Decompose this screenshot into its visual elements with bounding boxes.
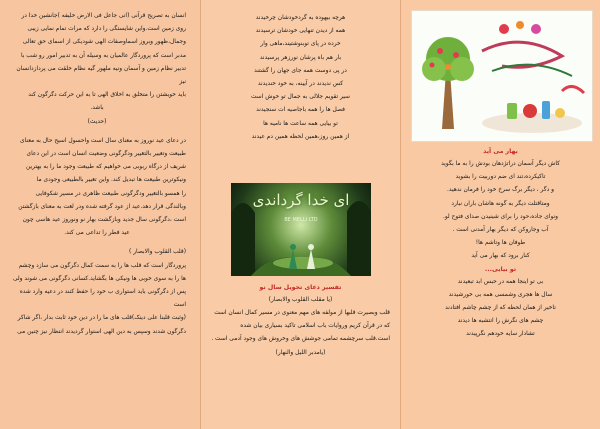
- left-paragraph-3: ها را به سوی خوبی ها ونیکی ها بگشاید.کسانی دگرگونی می شوند ولی: [12, 275, 186, 282]
- spring-poem-line: طوفان ها وتاشم ها!: [475, 240, 526, 247]
- middle-column: [201, 0, 400, 429]
- come-heading: تو بیایی...: [484, 265, 517, 273]
- left-paragraph: باشد.: [90, 105, 104, 112]
- poem-line: فصل ها را همه باجاصیه ات سنجیدند: [256, 107, 345, 114]
- come-poem-line: تاخیر از همان لحظه که از چشم چاشم افتادند: [445, 305, 556, 312]
- poem-line: همه از دیدن تنهایی خودشان ترسیدند: [255, 28, 346, 35]
- left-paragraph-2: عید فطر را تداعی می کند.: [64, 230, 130, 237]
- spring-poem-line: تاکیکرده،تند ای ضم دوربیت را بشوید: [455, 174, 546, 181]
- left-column: [0, 0, 200, 429]
- right-text-block: [409, 146, 592, 342]
- spring-poem-line: آب وجاروکن که دیگر بهار آمدنی است .: [452, 227, 549, 234]
- spring-poem-line: و دگر ، دیگر برگ سرخ خود را فرمان ندهید.: [447, 187, 554, 194]
- right-column: [401, 0, 600, 429]
- left-paragraph-3: (وثبت قلبنا علی دینک)قلب های ما را در دین خود ثابت بدار ،اگر شاکر: [17, 315, 186, 322]
- poem-line: سیر تقویم جلالی به جمال تو خوش است: [251, 94, 350, 101]
- forest-title: ای خدا گرداندی: [252, 191, 350, 209]
- left-paragraph-3: دگرگون شدند وسپس به دین الهی استوار گردیدند انتظار نیز چنین می: [17, 328, 186, 335]
- left-paragraph-2: ونیکوترین طبیعت ها تبدیل کند. واین تغییر بالطبیعی وجودی ما: [36, 177, 186, 184]
- poem-line: بار هم باه پرشان نورزهر پرسیدند: [259, 54, 342, 61]
- section-heading: تفسیر دعای تحویل سال نو: [259, 284, 342, 291]
- left-paragraph-2: شریف از درگاه ربوبی می خواهیم که طبیعت وجود ما را به بهترین: [25, 164, 186, 171]
- quote-title: (قلب القلوب والابصار ): [129, 249, 186, 256]
- poem-line: در پی دوست همه جای جهان را گشتند: [254, 67, 347, 74]
- section-paragraph: قلب وبصیرت قلبها از مولفه های مهم معنوی در مسیر کمال انسان است: [214, 310, 390, 316]
- left-paragraph-2: وبالندگی قرار دهد.عید از عود گرفته شده ودر لغت به معنای بازگشتن: [18, 203, 186, 210]
- poem-line: از همین روز،همین لحظه همین دم عیدند: [251, 133, 350, 140]
- come-poem-line: بی تو اینجا همه در حبس ابد تبعیدند: [457, 278, 544, 285]
- come-poem-line: سال ها هجری وشمسی همه بی خورشیدند: [448, 291, 553, 298]
- spring-heading: بهار می آید: [483, 148, 518, 155]
- left-paragraph: وجمال،ظهور وبروز اسماوصفات الهی شودیکی از اسمای حق تعالی: [22, 39, 186, 46]
- poem-line: خرده در پای توبنوشتیند،ماهی وار: [260, 41, 341, 48]
- spring-poem-line: کاش دیگر آسمان دراتژدهان بودش را به ما بگوید: [441, 161, 560, 167]
- left-paragraph-3: پروردگار است که قلب ها را به سمت کمال دگرگون می سازد وچشم: [18, 262, 186, 269]
- come-poem-line: تشادار سایه خودهم نگرپیدند: [466, 331, 535, 338]
- left-paragraph: مدبر است که پروردگار عالمیان به وسیله آن به تدبیر امور رو شب با: [21, 52, 186, 59]
- spring-poem-line: کنار برود که بهار می آید: [471, 253, 530, 260]
- section-paragraph: است.قلب سرچشمه تمامی جوشش های وخروش های وجود آدمی است .: [211, 336, 390, 343]
- left-paragraph: روی زمین است.واین شایستگی را دارد که مرات تمام نمایی زیبی: [27, 26, 186, 33]
- forest-illustration: [231, 183, 371, 276]
- left-paragraph-3: پس از دگرگونی باید استواری ب خود را حفظ کنند در دعیه وارد شده است: [19, 289, 186, 309]
- left-paragraph-2: در دعای عید نوروز به معنای سال است واحسول اسیح حال به معنای: [20, 137, 186, 144]
- poem-line: هرچه بیهوده به گردخودشان چرخیدند: [255, 15, 346, 21]
- spring-poem-line: ونوای جاده،حود را برای شینیدن صدای فتوح لو.: [442, 213, 559, 220]
- poem-line: تو بیایی همه ساعت ها نامیه ها: [263, 120, 338, 127]
- section-paragraph: که در قرآن کریم وروایات باب اسلامی تاکید بسیاری بیان شده: [240, 323, 390, 330]
- left-paragraph: تدبیر نظام زمین و آسمان ونیه ملهور گیه نظام خلقت می پردازدانسان نیز: [16, 65, 186, 86]
- left-paragraph-2: است ،دگرگونی سال جدید وبازگشت بهار نو ونوروز عید هاسی چون: [22, 217, 186, 224]
- forest-subtitle: BE MELLI LTD: [284, 217, 318, 223]
- left-paragraph: انسان به تصریح قرآنی (انی جاعل فی الارض خلیفه )جانشین خدا در: [21, 13, 186, 19]
- nowruz-illustration: [411, 10, 593, 142]
- left-paragraph-2: را همسو بالتغییر ودگرگونی طبیعت ظاهری در مسیر شکوفایی: [35, 190, 186, 197]
- left-paragraph-2: طبیعت وتغییر بالتغییر ودگرگونی وضعیت انسان است در این دعای: [26, 151, 186, 158]
- section-subheading: (یا مقلب القلوب والابصار): [268, 297, 333, 303]
- hadith-reference: (حدیث): [87, 118, 107, 125]
- come-poem-line: چشم های نگرش را انتشبه ها دیدند: [457, 318, 544, 325]
- nowruz-tree-icon: [412, 11, 592, 141]
- poem-line: کس ندیدند در آیینه، به خود خندیدند: [257, 81, 344, 88]
- interpretation-section: [211, 282, 390, 360]
- left-paragraph: باید خویشتن را متخلق به اخلاق الهی تا به این حرکت دگرگون کند: [28, 92, 186, 99]
- section-paragraph: (یامدبر اللیل والنهار): [275, 349, 326, 356]
- spring-poem-line: ومتاقتلت دیگر به گونه هاشان باران نبارد: [451, 200, 550, 207]
